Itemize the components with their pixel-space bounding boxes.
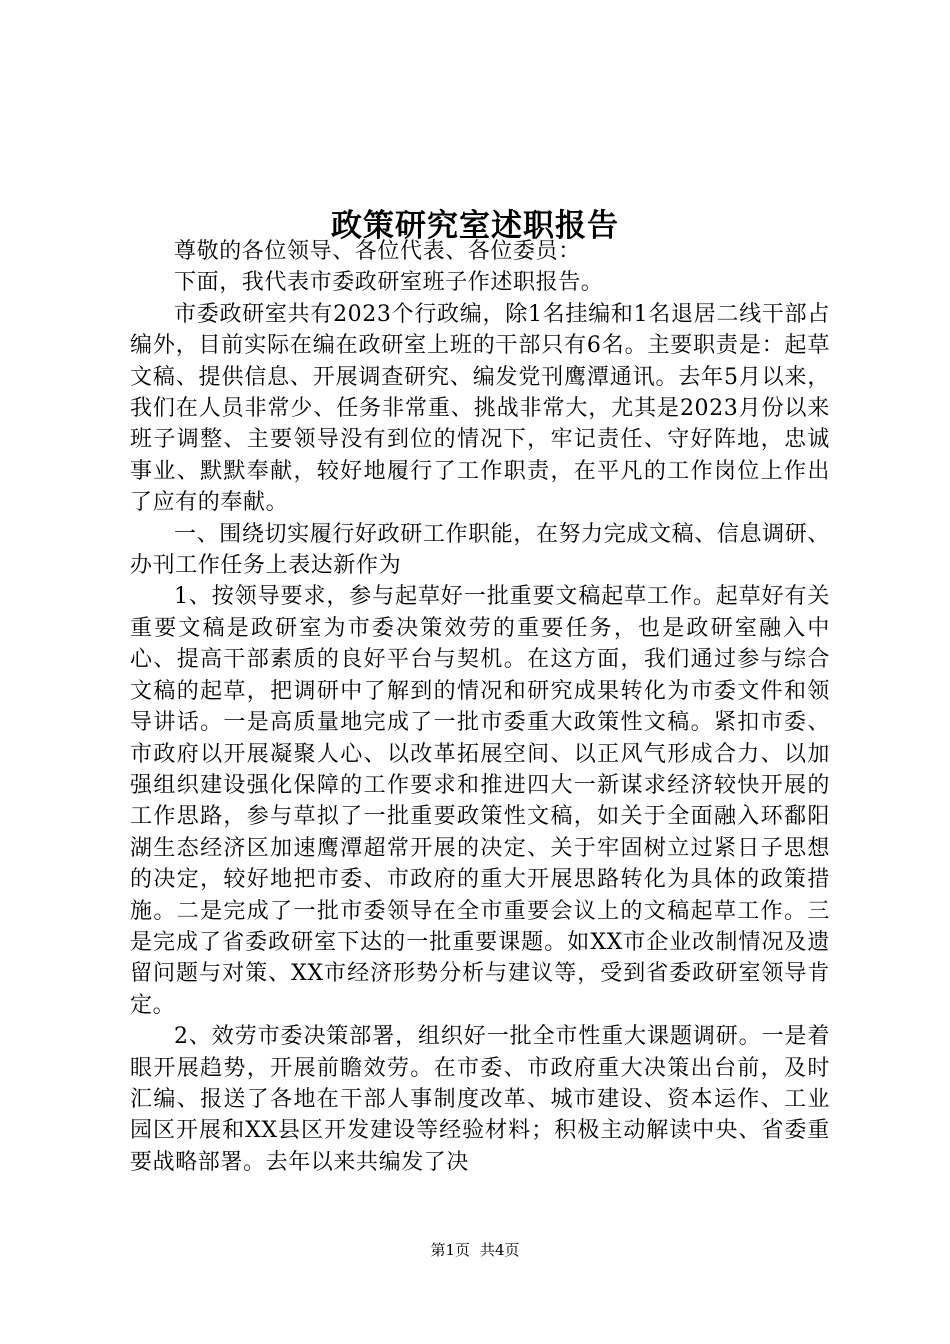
salutation-paragraph: 尊敬的各位领导、各位代表、各位委员：: [174, 239, 581, 264]
item-paragraph-2: 2、效劳市委决策部署，组织好一批全市性重大课题调研。一是着眼开展趋势，开展前瞻效劳。在市委、市政府重大决策出台前，及时汇编、报送了各地在干部人事制度改革、城市建设、资本运作、工业园区开展和XX县区开发建设等经验材料；积极主动解读中央、省委重要战略部署。去年以来共编发了决: [130, 1024, 830, 1175]
section-heading-1: 一、围绕切实履行好政研工作职能，在努力完成文稿、信息调研、办刊工作任务上表达新作为: [130, 521, 830, 579]
opening-paragraph: 下面，我代表市委政研室班子作述职报告。: [174, 270, 604, 296]
overview-paragraph: 市委政研室共有2023个行政编，除1名挂编和1名退居二线干部占编外，目前实际在编在政研室上班的干部只有6名。主要职责是：起草文稿、提供信息、开展调查研究、编发党刊鹰潭通讯。去年5月以来，我们在人员非常少、任务非常重、挑战非常大，尤其是2023月份以来班子调整、主要领导没有到位的情况下，牢记责任、守好阵地，忠诚事业、默默奉献，较好地履行了工作职责，在平凡的工作岗位上作出了应有的奉献。: [130, 301, 830, 516]
document-body: [130, 236, 830, 1178]
page-footer: [0, 1240, 950, 1260]
page-total: 共4页: [480, 1241, 520, 1259]
page-number: 第1页: [430, 1241, 470, 1259]
document-title: 政策研究室述职报告: [331, 207, 619, 244]
item-paragraph-1: 1、按领导要求，参与起草好一批重要文稿起草工作。起草好有关重要文稿是政研室为市委决策效劳的重要任务，也是政研室融入中心、提高干部素质的良好平台与契机。在这方面，我们通过参与综合文稿的起草，把调研中了解到的情况和研究成果转化为市委文件和领导讲话。一是高质量地完成了一批市委重大政策性文稿。紧扣市委、市政府以开展凝聚人心、以改革拓展空间、以正风气形成合力、以加强组织建设强化保障的工作要求和推进四大一新谋求经济较快开展的工作思路，参与草拟了一批重要政策性文稿，如关于全面融入环鄱阳湖生态经济区加速鹰潭超常开展的决定、关于牢固树立过紧日子思想的决定，较好地把市委、市政府的重大开展思路转化为具体的政策措施。二是完成了一批市委领导在全市重要会议上的文稿起草工作。三是完成了省委政研室下达的一批重要课题。如XX市企业改制情况及遗留问题与对策、XX市经济形势分析与建议等，受到省委政研室领导肯定。: [130, 584, 830, 1018]
